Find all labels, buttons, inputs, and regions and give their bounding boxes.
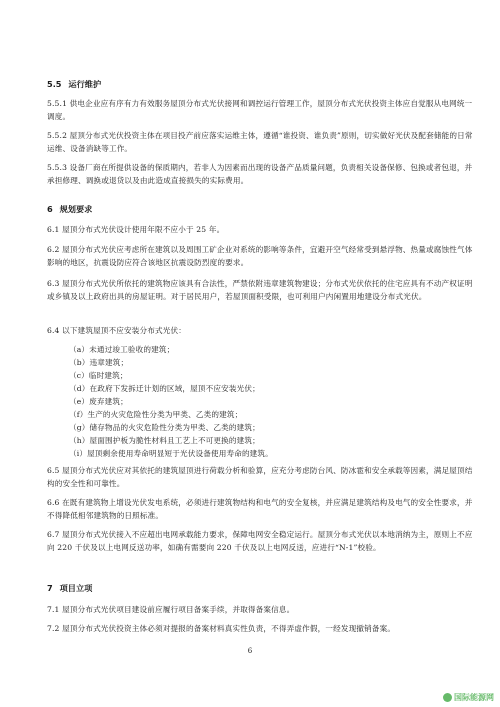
heading-number: 6 bbox=[47, 204, 53, 214]
section-heading-6 bbox=[47, 203, 92, 216]
page-number: 6 bbox=[247, 647, 253, 655]
paragraph-6-7: 6.7 屋顶分布式光伏接入不应超出电网承载能力要求，保障电网安全稳定运行。屋顶分布式光伏以本地消纳为主，原则上不应向 220 千伏及以上电网反送功率，如确有需要向 220 千伏及以上电网反送，应进行“N-1”校验。 bbox=[47, 530, 473, 552]
list-item: （b）违章建筑； bbox=[69, 358, 129, 367]
paragraph-5-5-3: 5.5.3 设备厂商在所提供设备的保质期内，若非人为因素而出现的设备产品质量问题，负责相关设备保修、包换或者包退，并承担修理、调换或退货以及由此造成直接损失的实际费用。 bbox=[47, 163, 473, 185]
list-item: （g）储存物品的火灾危险性分类为甲类、乙类的建筑； bbox=[69, 423, 260, 432]
section-heading-7 bbox=[47, 582, 92, 595]
watermark-text: 国际能源网 bbox=[454, 693, 494, 702]
heading-text: 项目立项 bbox=[59, 583, 93, 593]
paragraph-5-5-1: 5.5.1 供电企业应有序有力有效服务屋顶分布式光伏接网和调控运行管理工作，屋顶分布式光伏投资主体应自觉服从电网统一调度。 bbox=[47, 99, 473, 121]
heading-text: 规划要求 bbox=[59, 204, 93, 214]
heading-number: 7 bbox=[47, 583, 53, 593]
list-item: （e）废弃建筑； bbox=[69, 397, 128, 406]
list-item: （c）临时建筑； bbox=[69, 371, 128, 380]
paragraph-7-2: 7.2 屋顶分布式光伏投资主体必须对提报的备案材料真实性负责，不得弄虚作假，一经发现撤销备案。 bbox=[47, 624, 396, 633]
paragraph-5-5-2: 5.5.2 屋顶分布式光伏投资主体在项目投产前应落实运维主体，遵循“谁投资、谁负责”原则，切实做好光伏及配套储能的日常运维、设备消缺等工作。 bbox=[47, 131, 473, 153]
heading-number: 5.5 bbox=[47, 79, 62, 89]
logo-icon bbox=[443, 693, 452, 702]
paragraph-7-1: 7.1 屋顶分布式光伏项目建设前应履行项目备案手续，并取得备案信息。 bbox=[47, 605, 295, 614]
paragraph-6-5: 6.5 屋顶分布式光伏应对其依托的建筑屋顶进行荷载分析和验算，应充分考虑防台风、防冰雹和安全承载等因素，满足屋顶结构的安全性和可靠性。 bbox=[47, 466, 473, 488]
paragraph-6-3: 6.3 屋顶分布式光伏所依托的建筑物应该具有合法性，严禁依附违章建筑物建设；分布式光伏依托的住宅应具有不动产权证明或乡镇及以上政府出具的房屋证明。对于居民用户，若屋顶面积受限，也可利用户内闲置用地建设分布式光伏。 bbox=[47, 279, 473, 301]
paragraph-6-6: 6.6 在既有建筑物上增设光伏发电系统，必须进行建筑物结构和电气的安全复核，并应满足建筑结构及电气的安全性要求，并不得降低相邻建筑物的日照标准。 bbox=[47, 498, 473, 520]
watermark-logo bbox=[443, 692, 494, 703]
paragraph-6-2: 6.2 屋顶分布式光伏应考虑所在建筑以及周围工矿企业对系统的影响等条件，宜避开空气经常受到悬浮物、热量或腐蚀性气体影响的地区，抗震设防应符合该地区抗震设防烈度的要求。 bbox=[47, 245, 473, 267]
list-item: （h）屋面围护板为脆性材料且工艺上不可更换的建筑； bbox=[69, 436, 260, 445]
list-item: （f）生产的火灾危险性分类为甲类、乙类的建筑； bbox=[69, 410, 243, 419]
paragraph-6-1: 6.1 屋顶分布式光伏设计使用年限不应小于 25 年。 bbox=[47, 225, 225, 234]
section-heading-5-5 bbox=[47, 78, 101, 91]
list-item: （a）未通过竣工验收的建筑； bbox=[69, 345, 175, 354]
paragraph-6-4: 6.4 以下建筑屋顶不应安装分布式光伏： bbox=[47, 326, 186, 335]
prohibited-buildings-list bbox=[69, 343, 469, 460]
heading-text: 运行维护 bbox=[68, 79, 102, 89]
list-item: （d）在政府下发拆迁计划的区域，屋顶不应安装光伏； bbox=[69, 384, 260, 393]
list-item: （i）屋顶剩余使用寿命明显短于光伏设备使用寿命的建筑。 bbox=[69, 449, 273, 458]
